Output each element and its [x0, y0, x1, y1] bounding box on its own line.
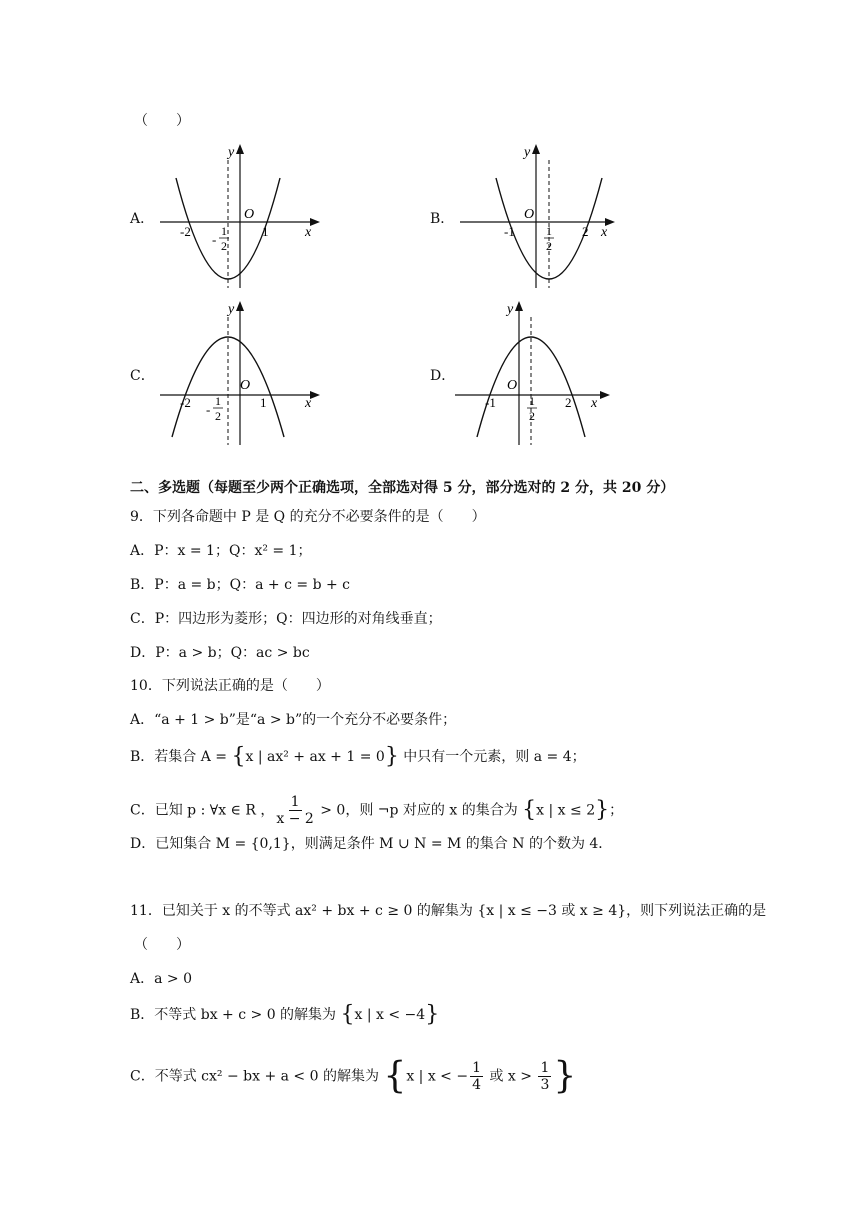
y-axis-label: y — [228, 302, 235, 317]
option-c-label: C． — [130, 368, 155, 384]
tick-label: -2 — [180, 224, 191, 239]
q11-stem: 11．已知关于 x 的不等式 ax² + bx + c ≥ 0 的解集为 {x | x ≤ −3 或 x ≥ 4}，则下列说法正确的是 — [130, 903, 767, 919]
set-builder: x | ax² + ax + 1 = 0 — [245, 749, 385, 765]
x-axis-label: x — [305, 225, 312, 240]
graph-b — [460, 140, 630, 290]
origin-label: O — [240, 378, 251, 393]
option-b-label: B． — [430, 211, 455, 227]
q9-option-b: B．P：a = b；Q：a + c = b + c — [130, 577, 351, 593]
set-builder: x | x < −4 — [354, 1007, 426, 1023]
q9-option-a: A．P：x = 1；Q：x² = 1； — [130, 543, 312, 559]
fraction: $\frac{1}{x - 2}$ — [276, 794, 314, 827]
tick-label: -1 — [504, 224, 515, 239]
fraction-denominator: 2 — [529, 409, 535, 423]
fraction: $\frac{1}{3}$ — [540, 1060, 550, 1093]
q9-option-c: C．P：四边形为菱形；Q：四边形的对角线垂直； — [130, 611, 442, 627]
x-axis-label: x — [305, 396, 312, 411]
q9-stem: 9．下列各命题中 P 是 Q 的充分不必要条件的是（ ） — [130, 509, 486, 525]
q11-option-a: A．a > 0 — [130, 971, 192, 987]
x-axis-label: x — [601, 225, 608, 240]
q11-option-b: B．不等式 bx + c > 0 的解集为 {x | x < −4} — [130, 1002, 440, 1027]
q11-paren: （ ） — [134, 937, 190, 953]
q10-option-a: A．“a + 1 > b”是“a > b”的一个充分不必要条件； — [130, 712, 457, 728]
option-d-label: D． — [430, 368, 456, 384]
q9-option-d: D．P：a > b；Q：ac > bc — [130, 645, 310, 661]
q11-option-c: C．不等式 cx² − bx + a < 0 的解集为 {x | x < − $\frac{1}{4}$ 或 x > $\frac{1}{3}$ } — [130, 1055, 577, 1097]
fraction-denominator: 2 — [215, 409, 221, 423]
graph-d — [455, 297, 625, 447]
y-axis-label: y — [228, 145, 235, 160]
q10-option-b: B．若集合 A = {x | ax² + ax + 1 = 0} 中只有一个元素，则 a = 4； — [130, 744, 586, 769]
fraction-numerator: 1 — [221, 224, 227, 238]
fraction-denominator: 2 — [546, 239, 552, 253]
fraction-denominator: 2 — [221, 239, 227, 253]
tick-label: -2 — [180, 395, 191, 410]
fraction-sign: - — [206, 402, 211, 417]
origin-label: O — [507, 378, 518, 393]
fraction-numerator: 1 — [546, 224, 552, 238]
fraction: $\frac{1}{4}$ — [472, 1060, 482, 1093]
tick-label: 2 — [565, 395, 572, 410]
origin-label: O — [524, 207, 535, 222]
q10-stem: 10．下列说法正确的是（ ） — [130, 678, 330, 694]
y-axis-label: y — [507, 302, 514, 317]
fraction-numerator: 1 — [215, 394, 221, 408]
graph-c — [160, 297, 330, 447]
option-a-label: A． — [130, 211, 155, 227]
tick-label: -1 — [485, 395, 496, 410]
x-axis-label: x — [591, 396, 598, 411]
section-title: 二、多选题（每题至少两个正确选项，全部选对得 5 分，部分选对的 2 分，共 20 分） — [130, 480, 675, 496]
fraction-sign: - — [212, 232, 217, 247]
graph-a — [160, 140, 330, 290]
tick-label: 2 — [582, 224, 589, 239]
origin-label: O — [244, 207, 255, 222]
tick-label: 1 — [260, 395, 267, 410]
q10-option-c: C．已知 p : ∀x ∈ R ， $\frac{1}{x - 2}$ > 0，则 ¬p 对应的 x 的集合为 {x | x ≤ 2}； — [130, 794, 624, 827]
fraction-numerator: 1 — [529, 394, 535, 408]
set-builder: x | x ≤ 2 — [536, 802, 596, 819]
tick-label: 1 — [262, 224, 269, 239]
y-axis-label: y — [524, 145, 531, 160]
prev-question-paren: （ ） — [134, 113, 190, 129]
q10-option-d: D．已知集合 M = {0,1}，则满足条件 M ∪ N = M 的集合 N 的个数为 4． — [130, 836, 613, 852]
